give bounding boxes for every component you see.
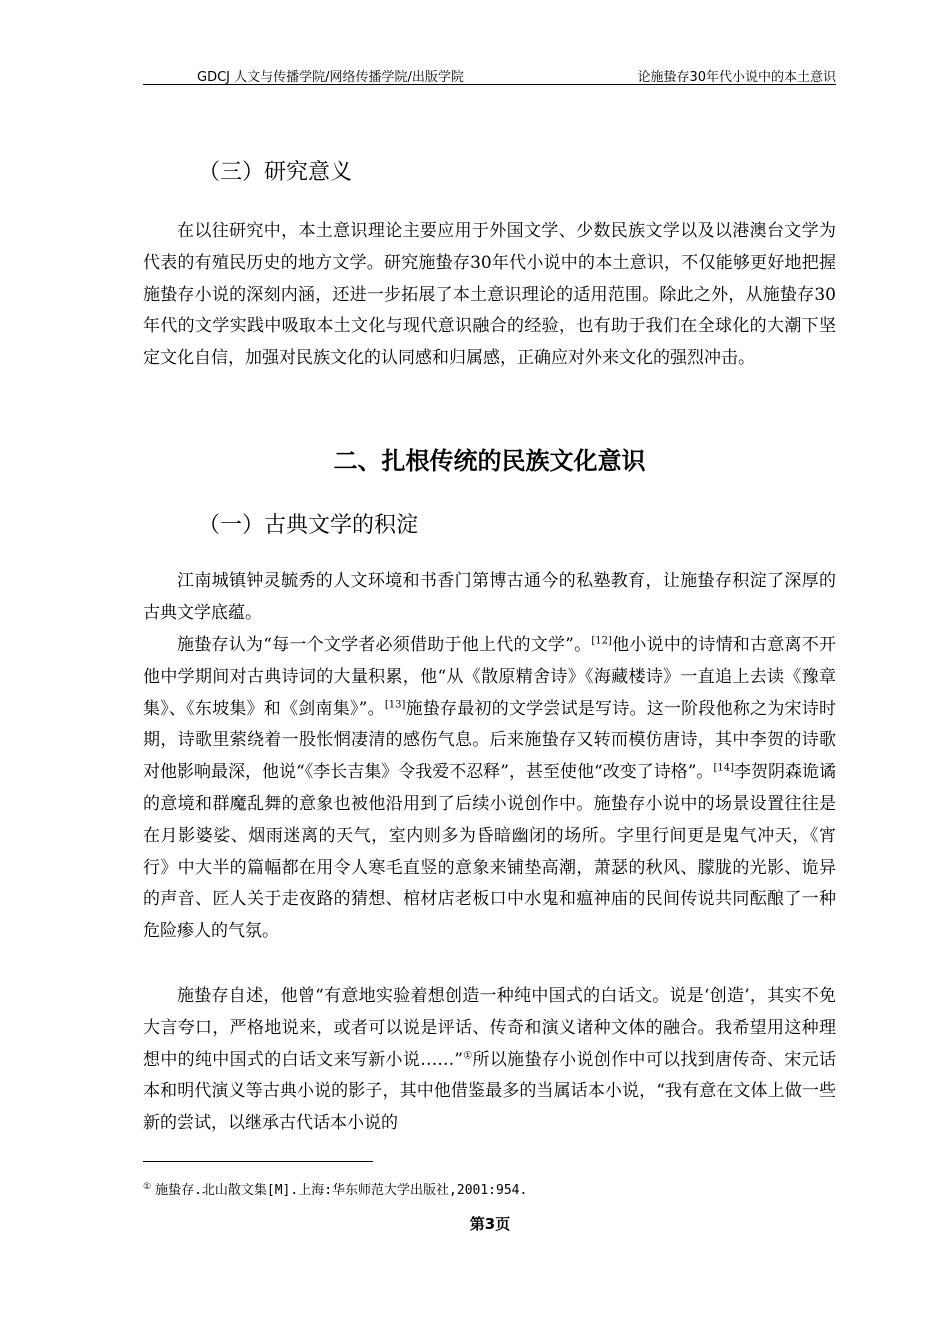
body-paragraph-1: 江南城镇钟灵毓秀的人文环境和书香门第博古通今的私塾教育，让施蛰存积淀了深厚的古典文学底蕴。: [143, 571, 836, 623]
section-heading-research-significance: （三）研究意义: [198, 160, 353, 185]
paragraph-text: 施蛰存最初的文学尝试是写诗。这一阶段他称之为宋诗时期，诗歌里萦绕着一股怅惘凄清的感伤气息。后来施蛰存又转而模仿唐诗，其中李贺的诗歌对他影响最深，他说“《李长吉集》令我爱不忍释”，甚至使他“改变了诗格”。: [143, 698, 836, 783]
body-paragraph-2: [143, 630, 836, 948]
page-number: 第3页: [469, 1215, 511, 1233]
citation-ref-14[interactable]: [14]: [713, 762, 734, 774]
footnote-mark: ①: [143, 1181, 152, 1192]
citation-ref-13[interactable]: [13]: [384, 698, 406, 710]
header-rule: [143, 84, 836, 85]
footnote-rule: [143, 1161, 373, 1162]
footnote-text: 施蛰存.北山散文集[M].上海:华东师范大学出版社,2001:954.: [155, 1183, 528, 1198]
footnote-ref-1[interactable]: ①: [462, 1049, 473, 1061]
subsection-heading-classical-literature: （一）古典文学的积淀: [198, 513, 419, 538]
running-header-left: GDCJ 人文与传播学院/网络传播学院/出版学院: [197, 70, 464, 85]
body-paragraph-3: [143, 981, 836, 1140]
running-header-right: 论施蛰存30年代小说中的本土意识: [637, 70, 836, 85]
footnote: [143, 1179, 527, 1198]
paragraph-text: 所以施蛰存小说创作中可以找到唐传奇、宋元话本和明代演义等古典小说的影子，其中他借鉴最多的当属话本小说，“我有意在文体上做一些新的尝试，以继承古代话本小说的: [143, 1049, 837, 1134]
chapter-heading-2: 二、扎根传统的民族文化意识: [333, 447, 646, 475]
paragraph-text: 施蛰存自述，他曾“有意地实验着想创造一种纯中国式的白话文。说是‘创造’，其实不免大言夸口，严格地说来，或者可以说是评话、传奇和演义诸种文体的融合。我希望用这种理想中的纯中国式的白话文来写新小说……”: [143, 986, 836, 1070]
research-significance-paragraph: 在以往研究中，本土意识理论主要应用于外国文学、少数民族文学以及以港澳台文学为代表的有殖民历史的地方文学。研究施蛰存30年代小说中的本土意识，不仅能够更好地把握施蛰存小说的深刻内涵，还进一步拓展了本土意识理论的适用范围。除此之外，从施蛰存30年代的文学实践中吸取本土文化与现代意识融合的经验，也有助于我们在全球化的大潮下坚定文化自信，加强对民族文化的认同感和归属感，正确应对外来文化的强烈冲击。: [143, 221, 836, 369]
paragraph-text: 施蛰存认为“每一个文学者必须借助于他上代的文学”。: [177, 635, 592, 655]
citation-ref-12[interactable]: [12]: [591, 635, 612, 647]
paragraph-text: 李贺阴森诡谲的意境和群魔乱舞的意象也被他沿用到了后续小说创作中。施蛰存小说中的场景设置往往是在月影婆娑、烟雨迷离的天气，室内则多为昏暗幽闭的场所。字里行间更是鬼气冲天，《宵行》中大半的篇幅都在用令人寒毛直竖的意象来铺垫高潮，萧瑟的秋风、朦胧的光影、诡异的声音、匠人关于走夜路的猜想、棺材店老板口中水鬼和瘟神庙的民间传说共同酝酿了一种危险瘆人的气氛。: [143, 762, 836, 942]
paragraph-text: 他小说中的诗情和古意离不开他中学期间对古典诗词的大量积累，他“从《散原精舍诗》《海藏楼诗》一直追上去读《豫章集》、《东坡集》和《剑南集》”。: [143, 635, 836, 719]
